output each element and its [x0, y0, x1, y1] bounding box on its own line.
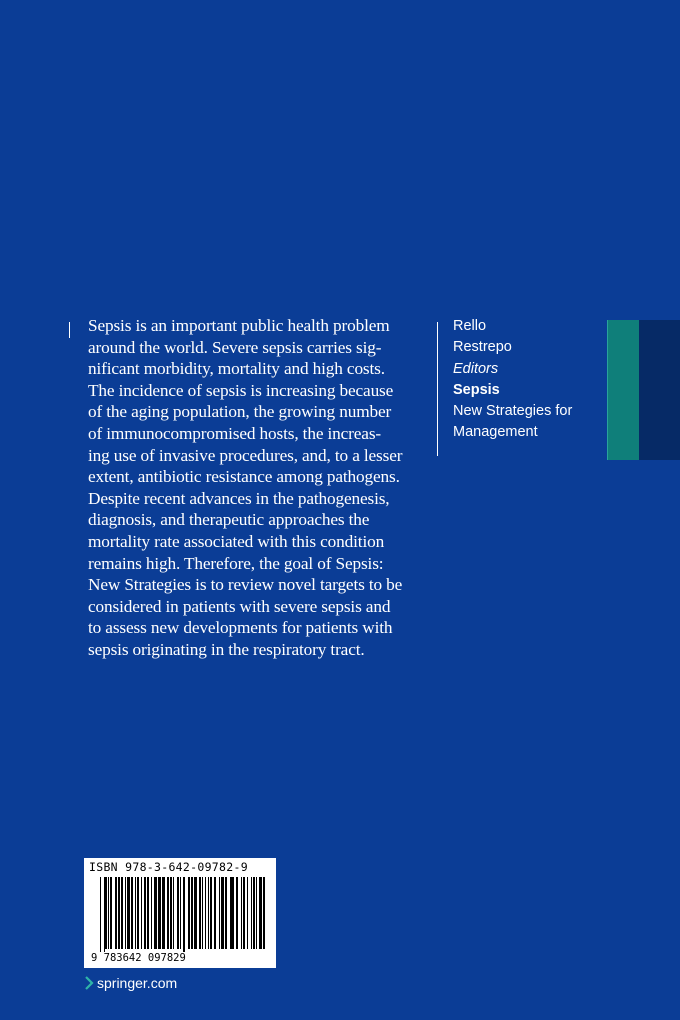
barcode-bar: [131, 877, 133, 949]
barcode-bar: [243, 877, 246, 949]
barcode-bar: [135, 877, 136, 949]
barcode-bar: [177, 877, 179, 949]
barcode-bar: [188, 877, 190, 949]
barcode-bar: [108, 877, 109, 949]
barcode-bar: [191, 877, 193, 949]
barcode-bar: [202, 877, 203, 949]
back-cover-description: Sepsis is an important public health problem around the world. Severe sepsis carries sig- nificant morbidity, mortality and high costs. The incidence of sepsis is increasing because of the aging population, the growing number of immunocompromised hosts, the increas- ing use of invasive procedures, and, to a lesser extent, antibiotic resistance among pathogens. Despite recent advances in the pathogenesis, diagnosis, and therapeutic approaches the mortality rate associated with this condition remains high. Therefore, the goal of Sepsis: New Strategies is to review novel targets to be considered in patients with severe sepsis and to assess new developments for patients with sepsis originating in the respiratory tract.: [88, 316, 403, 659]
barcode-bar: [127, 877, 130, 949]
barcode-bar: [154, 877, 157, 949]
barcode-bar: [247, 877, 249, 949]
barcode-bar: [180, 877, 182, 949]
isbn-number: ISBN 978-3-642-09782-9: [89, 860, 248, 874]
barcode-bars: [100, 877, 270, 955]
barcode-bar: [141, 877, 143, 949]
spine-stripe-navy: [639, 320, 680, 460]
barcode-bar: [183, 877, 186, 955]
barcode-bar: [256, 877, 257, 949]
barcode-bar: [221, 877, 224, 949]
barcode-bar: [253, 877, 255, 949]
barcode-bar: [105, 877, 107, 949]
barcode-bar: [225, 877, 227, 949]
barcode-bar: [162, 877, 165, 949]
author-restrepo: Restrepo: [453, 339, 512, 356]
book-metadata: [453, 316, 603, 444]
column-divider: [437, 322, 438, 456]
barcode-bar: [110, 877, 112, 949]
barcode-bar: [173, 877, 174, 949]
barcode-bar: [205, 877, 206, 949]
publisher-url: springer.com: [97, 975, 178, 991]
barcode-bar: [115, 877, 117, 949]
editors-label: Editors: [453, 360, 499, 377]
blurb-rule: [69, 322, 70, 338]
barcode-bar: [236, 877, 239, 949]
barcode-bar: [118, 877, 120, 949]
barcode-bar: [167, 877, 169, 949]
barcode-bar: [137, 877, 139, 949]
barcode-bar: [100, 877, 101, 955]
barcode-bar: [231, 877, 234, 949]
spine-stripe-teal: [607, 320, 639, 460]
book-subtitle-line-1: New Strategies for: [453, 403, 573, 420]
barcode-bar: [144, 877, 146, 949]
barcode-bar: [125, 877, 126, 949]
barcode-bar: [151, 877, 153, 949]
chevron-right-icon: [84, 976, 94, 990]
barcode-bar: [194, 877, 197, 949]
barcode-bar: [219, 877, 221, 949]
book-subtitle-line-2: Management: [453, 424, 538, 441]
barcode-bar: [214, 877, 216, 949]
isbn-barcode: [84, 858, 276, 968]
publisher-link[interactable]: [84, 975, 177, 991]
barcode-bar: [121, 877, 123, 949]
barcode-bar: [263, 877, 265, 949]
barcode-bar: [170, 877, 172, 949]
barcode-bar: [199, 877, 201, 949]
barcode-bar: [208, 877, 209, 949]
author-rello: Rello: [453, 318, 487, 334]
barcode-bar: [158, 877, 161, 949]
barcode-bar: [210, 877, 213, 949]
barcode-bar: [147, 877, 149, 949]
barcode-bar: [230, 877, 231, 949]
barcode-bar: [259, 877, 262, 949]
barcode-bar: [251, 877, 253, 949]
book-title: Sepsis: [453, 381, 500, 398]
ean-number: 9 783642 097829: [91, 952, 186, 964]
barcode-bar: [241, 877, 242, 949]
